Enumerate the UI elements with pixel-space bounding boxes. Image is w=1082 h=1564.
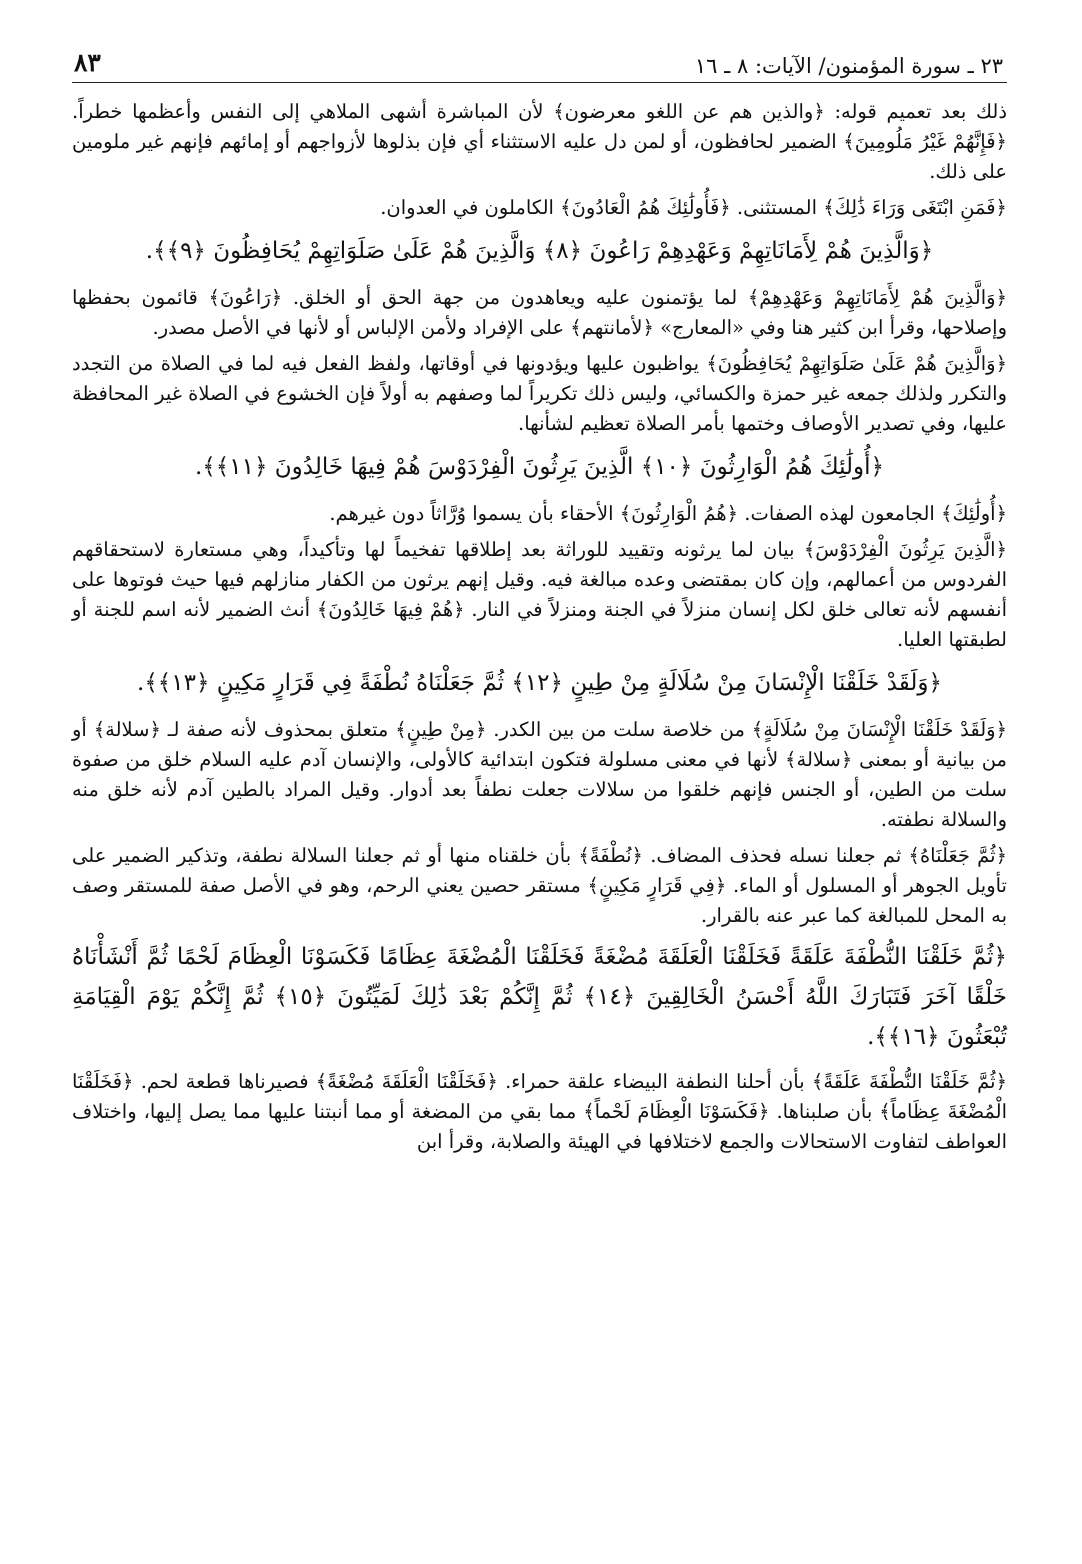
paragraph: ﴿أُولَٰئِكَ﴾ الجامعون لهذه الصفات. ﴿هُمُ الْوَارِثُونَ﴾ الأحقاء بأن يسموا وُرَّاثاً دون غيرهم. — [329, 502, 1007, 525]
page-number: ٨٣ — [74, 48, 101, 77]
paragraph: ﴿وَلَقَدْ خَلَقْنَا الْإِنْسَانَ مِنْ سُلَالَةٍ﴾ من خلاصة سلت من بين الكدر. ﴿مِنْ طِينٍ﴾ متعلق بمحذوف لأنه صفة لـ ﴿سلالة﴾ أو من بيانية أو بمعنى ﴿سلالة﴾ لأنها في معنى مسلولة فتكون ابتدائية كالأولى، والإنسان آدم عليه السلام خلق من صفوة سلت من الطين، أو الجنس فإنهم خلقوا من سلالات جعلت نطفاً بعد أدوار. وقيل المراد بالطين آدم لأنه خلق منه والسلالة نطفته. — [72, 718, 1007, 831]
paragraph: ﴿وَالَّذِينَ هُمْ لِأَمَانَاتِهِمْ وَعَهْدِهِمْ﴾ لما يؤتمنون عليه ويعاهدون من جهة الحق أو الخلق. ﴿رَاعُونَ﴾ قائمون بحفظها وإصلاحها، وقرأ ابن كثير هنا وفي «المعارج» ﴿لأمانتهم﴾ على الإفراد ولأمن الإلباس أو لأنها في الأصل مصدر. — [72, 286, 1007, 339]
paragraph: ﴿وَالَّذِينَ هُمْ عَلَىٰ صَلَوَاتِهِمْ يُحَافِظُونَ﴾ يواظبون عليها ويؤدونها في أوقاتها، ولفظ الفعل فيه لما في الصلاة من التجدد والتكرر ولذلك جمعه غير حمزة والكسائي، وليس ذلك تكريراً لما وصفهم به أولاً فإن الخشوع في الصلاة غير المحافظة عليها، وفي تصدير الأوصاف وختمها بأمر الصلاة تعظيم لشأنها. — [72, 352, 1007, 435]
running-title: ٢٣ ـ سورة المؤمنون/ الآيات: ٨ ـ ١٦ — [694, 54, 1003, 78]
paragraph: ﴿فَمَنِ ابْتَغَى وَرَاءَ ذَٰلِكَ﴾ المستثنى. ﴿فَأُولَٰئِكَ هُمُ الْعَادُونَ﴾ الكاملون في العدوان. — [380, 196, 1007, 219]
paragraph: ﴿الَّذِينَ يَرِثُونَ الْفِرْدَوْسَ﴾ بيان لما يرثونه وتقييد للوراثة بعد إطلاقها تفخيماً لها وتأكيداً، وهي مستعارة لاستحقاقهم الفردوس من أعمالهم، وإن كان بمقتضى وعده مبالغة فيه. وقيل إنهم يرثون من الكفار منازلهم فيها حيث فوتوها على أنفسهم لأنه تعالى خلق لكل إنسان منزلاً في الجنة ومنزلاً في النار. ﴿هُمْ فِيهَا خَالِدُونَ﴾ أنث الضمير لأنه اسم للجنة أو لطبقتها العليا. — [72, 538, 1007, 651]
paragraph: ﴿ثُمَّ خَلَقْنَا النُّطْفَةَ عَلَقَةً﴾ بأن أحلنا النطفة البيضاء علقة حمراء. ﴿فَخَلَقْنَا الْعَلَقَةَ مُضْغَةً﴾ فصيرناها قطعة لحم. ﴿فَخَلَقْنَا الْمُضْغَةَ عِظَاماً﴾ بأن صلبناها. ﴿فَكَسَوْنَا الْعِظَامَ لَحْماً﴾ مما بقي من المضغة أو مما أنبتنا عليها مما يصل إليها، واختلاف العواطف لتفاوت الاستحالات والجمع لاختلافها في الهيئة والصلابة، وقرأ ابن — [72, 1070, 1007, 1153]
quran-verse: ﴿وَلَقَدْ خَلَقْنَا الْإِنْسَانَ مِنْ سُلَالَةٍ مِنْ طِينٍ ﴿١٢﴾ ثُمَّ جَعَلْنَاهُ نُطْفَةً فِي قَرَارٍ مَكِينٍ ﴿١٣﴾﴾. — [137, 670, 942, 696]
paragraph: ذلك بعد تعميم قوله: ﴿والذين هم عن اللغو معرضون﴾ لأن المباشرة أشهى الملاهي إلى النفس وأعظمها خطراً. ﴿فَإِنَّهُمْ غَيْرُ مَلُومِينَ﴾ الضمير لحافظون، أو لمن دل عليه الاستثناء أي فإن بذلوها لأزواجهم أو إمائهم فإنهم غير ملومين على ذلك. — [72, 100, 1007, 183]
quran-verse: ﴿ثُمَّ خَلَقْنَا النُّطْفَةَ عَلَقَةً فَخَلَقْنَا الْعَلَقَةَ مُضْغَةً فَخَلَقْنَا الْمُضْغَةَ عِظَامًا فَكَسَوْنَا الْعِظَامَ لَحْمًا ثُمَّ أَنْشَأْنَاهُ خَلْقًا آخَرَ فَتَبَارَكَ اللَّهُ أَحْسَنُ الْخَالِقِينَ ﴿١٤﴾ ثُمَّ إِنَّكُمْ بَعْدَ ذَٰلِكَ لَمَيِّتُونَ ﴿١٥﴾ ثُمَّ إِنَّكُمْ يَوْمَ الْقِيَامَةِ تُبْعَثُونَ ﴿١٦﴾﴾. — [72, 944, 1008, 1050]
quran-verse: ﴿أُولَٰئِكَ هُمُ الْوَارِثُونَ ﴿١٠﴾ الَّذِينَ يَرِثُونَ الْفِرْدَوْسَ هُمْ فِيهَا خَالِدُونَ ﴿١١﴾﴾. — [194, 454, 885, 480]
body-text — [72, 97, 1007, 1157]
page-header — [72, 40, 1007, 83]
quran-verse: ﴿وَالَّذِينَ هُمْ لِأَمَانَاتِهِمْ وَعَهْدِهِمْ رَاعُونَ ﴿٨﴾ وَالَّذِينَ هُمْ عَلَىٰ صَلَوَاتِهِمْ يُحَافِظُونَ ﴿٩﴾﴾. — [145, 238, 934, 264]
paragraph: ﴿ثُمَّ جَعَلْنَاهُ﴾ ثم جعلنا نسله فحذف المضاف. ﴿نُطْفَةً﴾ بأن خلقناه منها أو ثم جعلنا السلالة نطفة، وتذكير الضمير على تأويل الجوهر أو المسلول أو الماء. ﴿فِي قَرَارٍ مَكِينٍ﴾ مستقر حصين يعني الرحم، وهو في الأصل صفة للمستقر وصف به المحل للمبالغة كما عبر عنه بالقرار. — [72, 844, 1007, 927]
